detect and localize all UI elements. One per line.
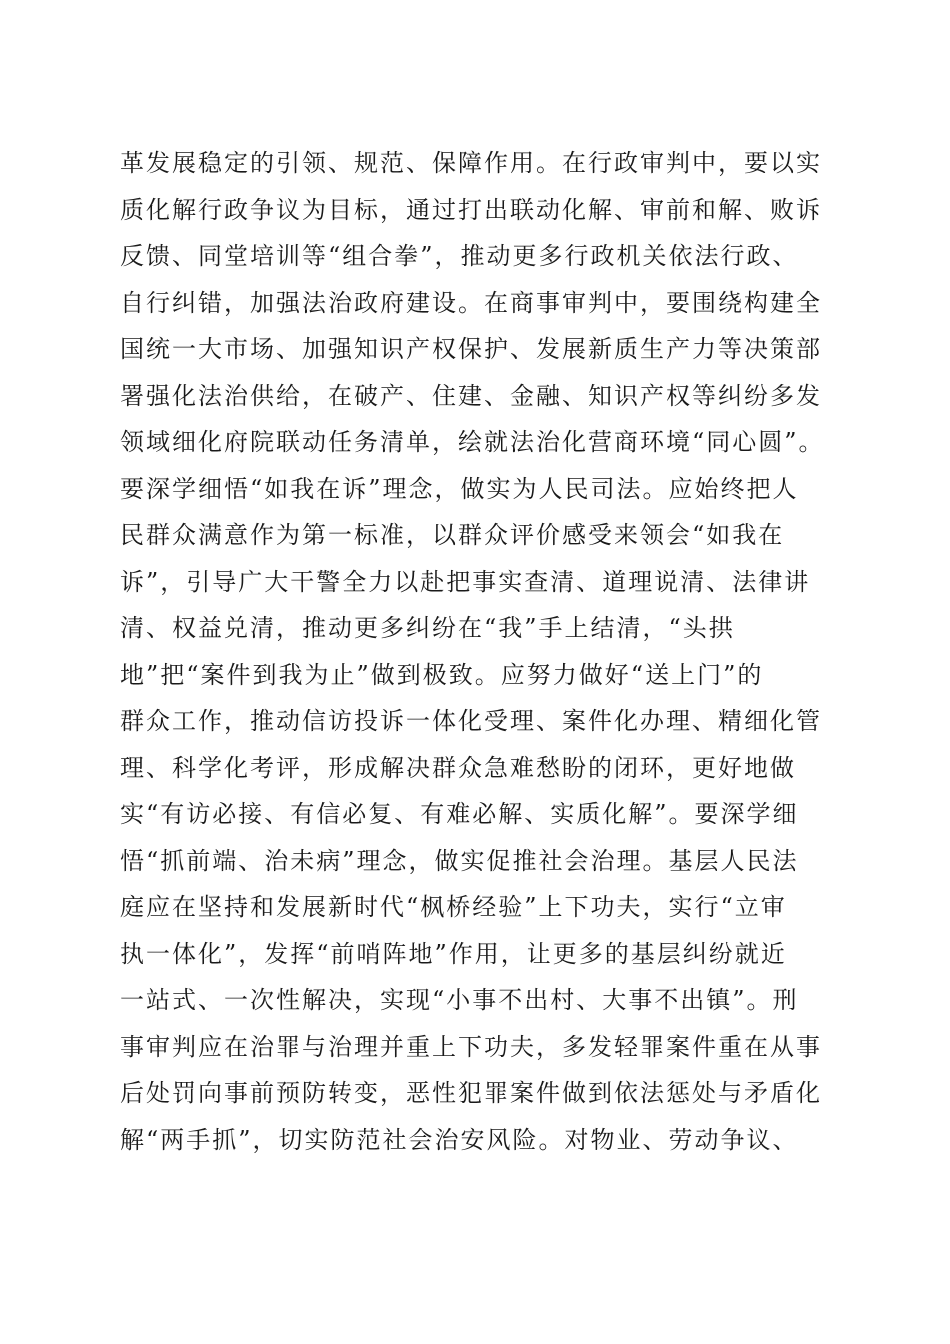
text-line: 反馈、同堂培训等“组合拳”，推动更多行政机关依法行政、 — [120, 242, 799, 270]
text-line: 悟“抓前端、治未病”理念，做实促推社会治理。基层人民法 — [120, 846, 799, 875]
text-line: 民群众满意作为第一标准，以群众评价感受来领会“如我在 — [120, 521, 785, 549]
text-line: 后处罚向事前预防转变，恶性犯罪案件做到依法惩处与矛盾化 — [120, 1079, 822, 1107]
text-line: 群众工作，推动信访投诉一体化受理、案件化办理、精细化管 — [120, 707, 822, 735]
text-line: 庭应在坚持和发展新时代“枫桥经验”上下功夫，实行“立审 — [120, 893, 787, 921]
text-line: 执一体化”，发挥“前哨阵地”作用，让更多的基层纠纷就近 — [120, 939, 787, 968]
text-line: 要深学细悟“如我在诉”理念，做实为人民司法。应始终把人 — [120, 474, 799, 503]
text-line: 地”把“案件到我为止”做到极致。应努力做好“送上门”的 — [120, 660, 764, 689]
text-line: 理、科学化考评，形成解决群众急难愁盼的闭环，更好地做 — [120, 753, 796, 782]
text-line: 质化解行政争议为目标，通过打出联动化解、审前和解、败诉 — [120, 195, 822, 224]
text-line: 署强化法治供给，在破产、住建、金融、知识产权等纠纷多发 — [120, 381, 822, 410]
text-line: 事审判应在治罪与治理并重上下功夫，多发轻罪案件重在从事 — [120, 1032, 822, 1061]
text-line: 自行纠错，加强法治政府建设。在商事审判中，要围绕构建全 — [120, 288, 822, 317]
text-line: 革发展稳定的引领、规范、保障作用。在行政审判中，要以实 — [120, 149, 822, 177]
text-line: 领域细化府院联动任务清单，绘就法治化营商环境“同心圆”。 — [120, 428, 825, 456]
text-line: 清、权益兑清，推动更多纠纷在“我”手上结清，“头拱 — [120, 614, 735, 642]
text-line: 实“有访必接、有信必复、有难必解、实质化解”。要深学细 — [120, 800, 799, 828]
text-line: 诉”，引导广大干警全力以赴把事实查清、道理说清、法律讲 — [120, 567, 811, 596]
body-text — [120, 140, 860, 1163]
text-line: 解“两手抓”，切实防范社会治安风险。对物业、劳动争议、 — [120, 1125, 799, 1154]
text-line: 一站式、一次性解决，实现“小事不出村、大事不出镇”。刑 — [120, 986, 799, 1014]
text-line: 国统一大市场、加强知识产权保护、发展新质生产力等决策部 — [120, 335, 822, 363]
